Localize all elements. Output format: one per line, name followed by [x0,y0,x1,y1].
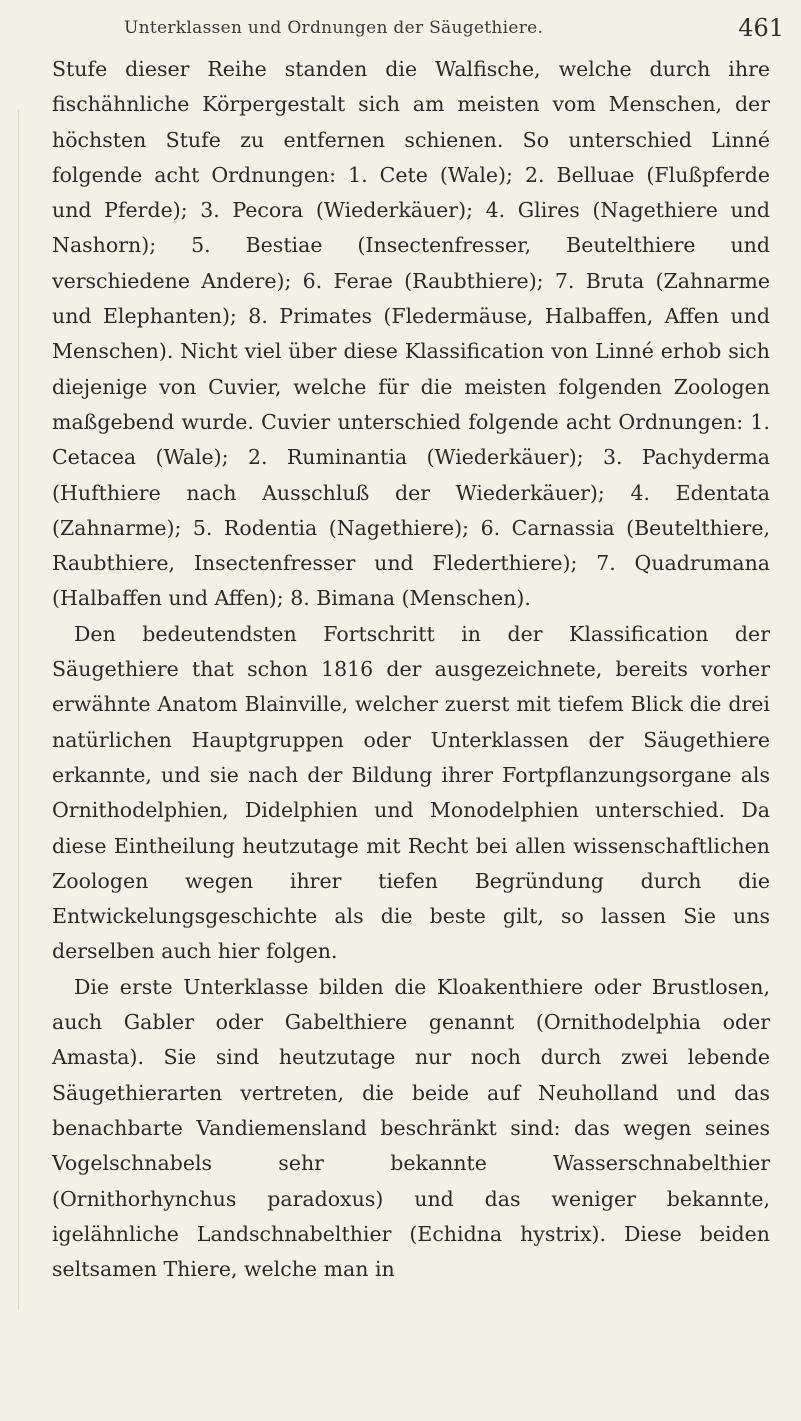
page-number: 461 [738,14,784,42]
body-text [52,52,770,1287]
running-header-title: Unterklassen und Ordnungen der Säugethiere. [124,18,544,38]
paragraph-blainville: Den bedeutendsten Fortschritt in der Klassification der Säugethiere that schon 1816 der ausgezeichnete, bereits vorher erwähnte Anatom Blainville, welcher zuerst mit tiefem Blick die drei natürlichen Hauptgruppen oder Unterklassen der Säugethiere erkannte, und sie nach der Bildung ihrer Fortpflanzungsorgane als Ornithodelphien, Didelphien und Monodelphien unterschied. Da diese Eintheilung heutzutage mit Recht bei allen wissenschaftlichen Zoologen wegen ihrer tiefen Begründung durch die Entwickelungsgeschichte als die beste gilt, so lassen Sie uns derselben auch hier folgen. [52,621,770,964]
page-gutter-divider [18,110,19,1310]
running-header [124,14,784,44]
paragraph-kloakenthiere: Die erste Unterklasse bilden die Kloakenthiere oder Brustlosen, auch Gabler oder Gabelthiere genannt (Ornithodelphia oder Amasta). Sie sind heutzutage nur noch durch zwei lebende Säugethierarten vertreten, die beide auf Neuholland und das benachbarte Vandiemensland beschränkt sind: das wegen seines Vogelschnabels sehr bekannte Wasserschnabelthier (Ornithorhynchus paradoxus) und das weniger bekannte, igelähnliche Landschnabelthier (Echidna hystrix). Diese beiden seltsamen Thiere, welche man in [52,974,770,1282]
paragraph-continuation: Stufe dieser Reihe standen die Walfische, welche durch ihre fischähnliche Körpergestalt sich am meisten vom Menschen, der höchsten Stufe zu entfernen schienen. So unterschied Linné folgende acht Ordnungen: 1. Cete (Wale); 2. Belluae (Flußpferde und Pferde); 3. Pecora (Wiederkäuer); 4. Glires (Nagethiere und Nashorn); 5. Bestiae (Insectenfresser, Beutelthiere und verschiedene Andere); 6. Ferae (Raubthiere); 7. Bruta (Zahnarme und Elephanten); 8. Primates (Fledermäuse, Halbaffen, Affen und Menschen). Nicht viel über diese Klassification von Linné erhob sich diejenige von Cuvier, welche für die meisten folgenden Zoologen maßgebend wurde. Cuvier unterschied folgende acht Ordnungen: 1. Cetacea (Wale); 2. Ruminantia (Wiederkäuer); 3. Pachyderma (Hufthiere nach Ausschluß der Wiederkäuer); 4. Edentata (Zahnarme); 5. Rodentia (Nagethiere); 6. Carnassia (Beutelthiere, Raubthiere, Insectenfresser und Flederthiere); 7. Quadrumana (Halbaffen und Affen); 8. Bimana (Menschen). [52,57,770,611]
